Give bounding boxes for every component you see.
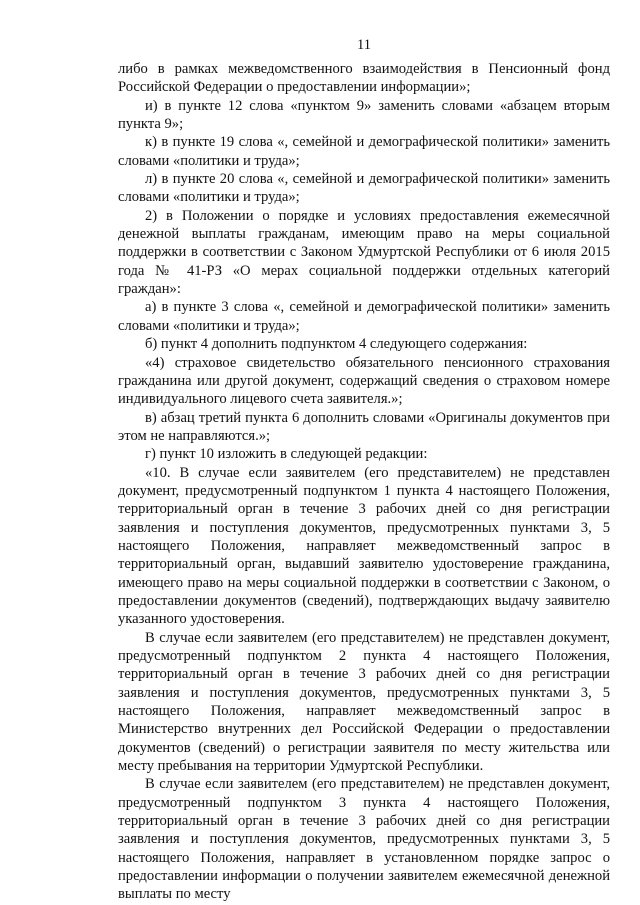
paragraph-continuation: либо в рамках межведомственного взаимодействия в Пенсионный фонд Российской Федерации о предоставлении информации»; <box>118 61 610 96</box>
paragraph-item-l: л) в пункте 20 слова «, семейной и демографической политики» заменить словами «политики и труда»; <box>118 171 610 206</box>
paragraph-item-b: б) пункт 4 дополнить подпунктом 4 следующего содержания: <box>145 336 528 353</box>
page-number: 11 <box>357 37 371 53</box>
paragraph-subitem-4: «4) страховое свидетельство обязательного пенсионного страхования гражданина или другой документ, содержащий сведения о страховом номере индивидуального лицевого счета заявителя.»; <box>118 354 610 408</box>
paragraph-point-10-second: В случае если заявителем (его представителем) не представлен документ, предусмотренный подпунктом 2 пункта 4 настоящего Положения, территориальный орган в течение 3 рабочих дней со дня регистрации заявления и поступления документов, предусмотренных пунктами 3, 5 настоящего Положения, направляет межведомственный запрос в Министерство внутренних дел Российской Федерации о предоставлении документов (сведений) о регистрации заявителя по месту жительства или месту пребывания на территории Удмуртской Республики. <box>118 629 610 775</box>
paragraph-item-a: а) в пункте 3 слова «, семейной и демографической политики» заменить словами «политики и труда»; <box>118 299 610 334</box>
paragraph-item-v: в) абзац третий пункта 6 дополнить словами «Оригиналы документов при этом не направляются.»; <box>118 409 610 444</box>
paragraph-item-g: г) пункт 10 изложить в следующей редакции: <box>145 446 428 463</box>
paragraph-point-10: «10. В случае если заявителем (его представителем) не представлен документ, предусмотренный подпунктом 1 пункта 4 настоящего Положения, территориальный орган в течение 3 рабочих дней со дня регистрации заявления и поступления документов, предусмотренных пунктами 3, 5 настоящего Положения, направляет межведомственный запрос в территориальный орган, выдавший заявителю удостоверение гражданина, имеющего право на меры социальной поддержки в соответствии с Законом, о предоставлении документов (сведений), подтверждающих выдачу заявителю указанного удостоверения. <box>118 464 610 628</box>
paragraph-item-2: 2) в Положении о порядке и условиях предоставления ежемесячной денежной выплаты гражданам, имеющим право на меры социальной поддержки в соответствии с Законом Удмуртской Республики от 6 июля 2015 года № 41-РЗ «О мерах социальной поддержки отдельных категорий граждан»: <box>118 207 610 298</box>
paragraph-item-k: к) в пункте 19 слова «, семейной и демографической политики» заменить словами «политики и труда»; <box>118 134 610 169</box>
document-body <box>118 60 610 904</box>
paragraph-point-10-third: В случае если заявителем (его представителем) не представлен документ, предусмотренный подпунктом 3 пункта 4 настоящего Положения, территориальный орган в течение 3 рабочих дней со дня регистрации заявления и поступления документов, предусмотренных пунктами 3, 5 настоящего Положения, направляет в установленном порядке запрос о предоставлении информации о получении заявителем ежемесячной денежной выплаты по месту <box>118 776 610 903</box>
paragraph-item-i: и) в пункте 12 слова «пунктом 9» заменить словами «абзацем вторым пункта 9»; <box>118 97 610 133</box>
